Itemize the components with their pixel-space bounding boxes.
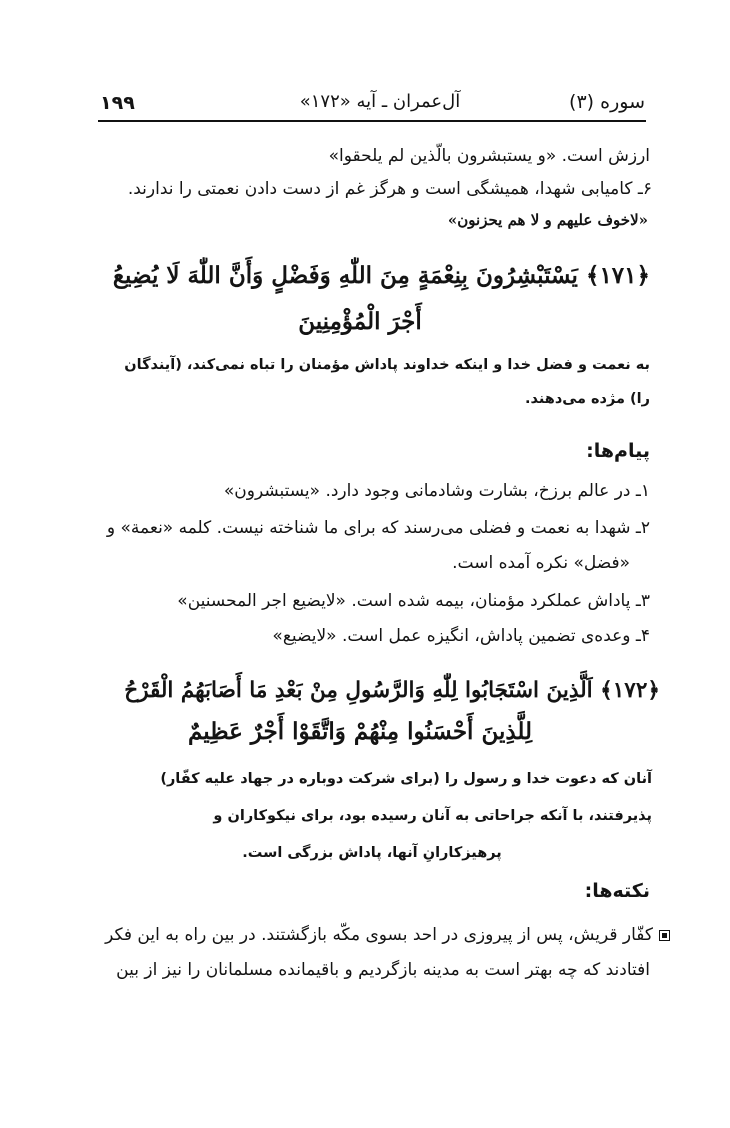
note-line-2: افتادند که چه بهتر است به مدینه بازگردیم و باقیمانده مسلمانان را نیز از بین: [116, 960, 650, 980]
running-title: آل‌عمران ـ آیه «۱۷۲»: [299, 91, 461, 112]
verse-171-line-2: أَجْرَ الْمُؤْمِنِينَ: [298, 308, 422, 335]
bullet-box-icon: [659, 930, 670, 941]
notes-heading: نکته‌ها:: [584, 880, 650, 902]
intro-line-2: ۶ـ کامیابی شهدا، همیشگی است و هرگز غم از دست دادن نعمتی را ندارند.: [127, 179, 652, 199]
intro-line-1: ارزش است. «و یستبشرون بالّذین لم یلحقوا»: [328, 146, 650, 166]
messages-heading: پیام‌ها:: [586, 440, 650, 462]
verse-172-translation-3: پرهیزکارانِ آنها، پاداش بزرگی است.: [242, 845, 502, 861]
message-item-4: ۴ـ وعده‌ی تضمین پاداش، انگیزه عمل است. «لایضیع»: [272, 626, 650, 646]
verse-172-line-2: لِلَّذِينَ أَحْسَنُوا مِنْهُمْ وَاتَّقَوْا أَجْرٌ عَظِيمٌ: [187, 718, 533, 745]
message-item-3: ۳ـ پاداش عملکرد مؤمنان، بیمه شده است. «لایضیع اجر المحسنین»: [177, 591, 650, 611]
verse-171-line-1: ﴿۱۷۱﴾ يَسْتَبْشِرُونَ بِنِعْمَةٍ مِنَ اللّٰهِ وَفَضْلٍ وَأَنَّ اللّٰهَ لَا يُضِيعُ: [112, 262, 650, 289]
intro-quote: «لاخوف علیهم و لا هم یحزنون»: [447, 211, 648, 229]
verse-171-translation-1: به نعمت و فضل خدا و اینکه خداوند پاداش مؤمنان را تباه نمی‌کند، (آیندگان: [124, 357, 650, 373]
header-divider: [98, 120, 646, 122]
message-item-2-cont: «فضل» نکره آمده است.: [452, 553, 630, 573]
page-number: ۱۹۹: [100, 92, 135, 114]
note-line-1-text: کفّار قریش، پس از پیروزی در احد بسوی مکّه بازگشتند. در بین راه به این فکر: [105, 925, 653, 945]
note-line-1: [50, 924, 670, 946]
verse-172-translation-1: آنان که دعوت خدا و رسول را (برای شرکت دوباره در جهاد علیه کفّار): [160, 771, 652, 787]
verse-172-line-1: ﴿۱۷۲﴾ اَلَّذِينَ اسْتَجَابُوا لِلّٰهِ وَالرَّسُولِ مِنْ بَعْدِ مَا أَصَابَهُمُ الْقَرْحُ: [124, 678, 660, 703]
message-item-2: ۲ـ شهدا به نعمت و فضلی می‌رسند که برای ما شناخته نیست. کلمه «نعمة» و: [106, 518, 650, 538]
verse-171-translation-2: را) مژده می‌دهند.: [525, 391, 650, 407]
verse-172-translation-2: پذیرفتند، با آنکه جراحاتی به آنان رسیده بود، برای نیکوکاران و: [213, 808, 652, 824]
message-item-1: ۱ـ در عالم برزخ، بشارت وشادمانی وجود دارد. «یستبشرون»: [223, 481, 650, 501]
surah-label: سوره (۳): [569, 91, 645, 113]
